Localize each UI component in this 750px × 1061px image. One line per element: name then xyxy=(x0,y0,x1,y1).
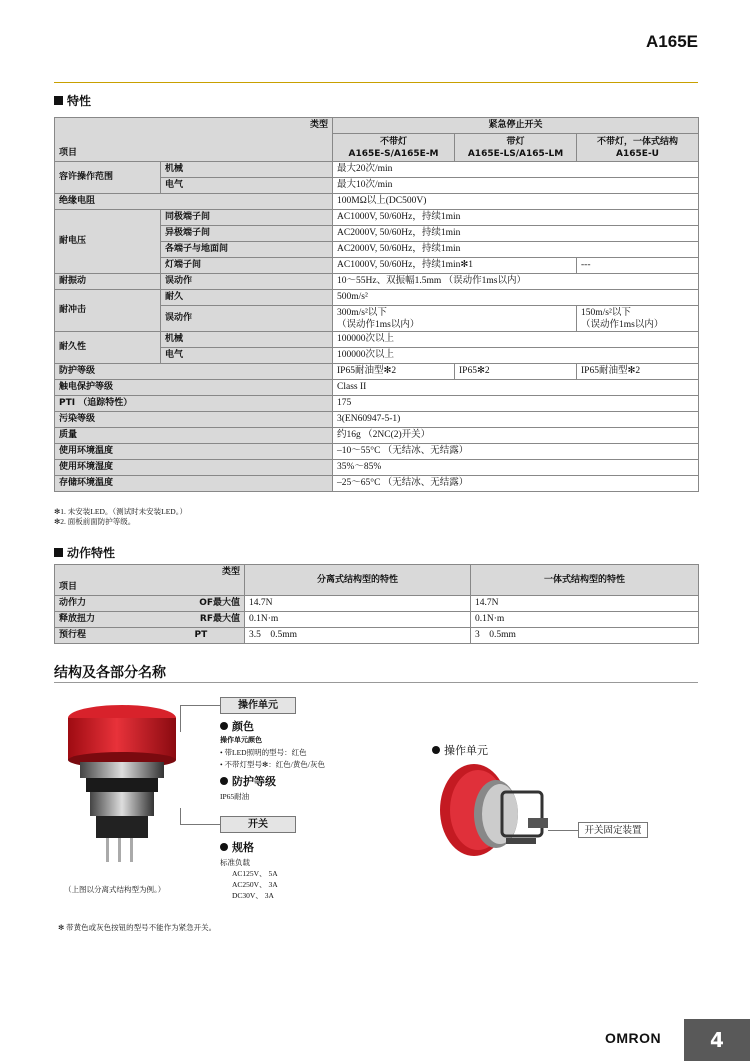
structure-footnote: ✻ 带黄色或灰色按钮的型号不能作为紧急开关。 xyxy=(58,923,217,932)
model-number: A165E xyxy=(646,32,698,51)
omron-logo: OMRON xyxy=(605,1030,662,1046)
spec-heading: 规格 xyxy=(220,839,254,855)
op-unit-label: 操作单元 xyxy=(220,697,296,714)
callout-line xyxy=(548,830,578,831)
op-unit-illustration xyxy=(432,758,562,868)
callout-line xyxy=(180,808,181,825)
row-life: 耐久性 xyxy=(55,332,161,364)
switch-illustration xyxy=(60,700,195,865)
row-vibration: 耐振动 xyxy=(55,274,161,290)
structure-title: 结构及各部分名称 xyxy=(54,665,166,681)
callout-line xyxy=(180,824,220,825)
specs-title: 特性 xyxy=(54,92,91,109)
structure-rule xyxy=(54,682,698,683)
col-a165e-ls: 带灯 A165E-LS/A165-LM xyxy=(455,134,577,162)
fixing-label: 开关固定装置 xyxy=(578,822,648,838)
square-bullet-icon xyxy=(54,96,63,105)
specs-notes: ✻1. 未安装LED。（测试时未安装LED。） ✻2. 面板前面防护等级。 xyxy=(54,507,187,526)
right-op-unit-heading: 操作单元 xyxy=(432,742,488,758)
row-protection: 防护等级 xyxy=(55,364,333,380)
bullet-dot-icon xyxy=(220,843,228,851)
row-withstand: 耐电压 xyxy=(55,210,161,274)
op-table: 类型 分离式结构型的特性 一体式结构型的特性 项目 动作力 OF最大值 14.7N 14.7N 释放扭力 RF最大值 0.1N·m 0.1N·m 预行程 PT 3.5 0.5mm 3 0.5mm xyxy=(54,564,699,644)
item-header: 项目 xyxy=(55,134,333,162)
protection-heading: 防护等级 xyxy=(220,773,276,789)
switch-label: 开关 xyxy=(220,816,296,833)
color-heading: 颜色 xyxy=(220,718,254,734)
illustration-caption: （上图以分离式结构型为例。） xyxy=(64,885,166,894)
specs-table: 类型 紧急停止开关 项目 不带灯 A165E-S/A165E-M 带灯 A165E-LS/A165-LM 不带灯，一体式结构 A165E-U 容许操作范围 机械 最大20次/min 电气 最大10次/min 绝缘电阻 100MΩ以上(DC500V) 耐电压 同极端子间 AC1000V, 50/60Hz，持续1min 异极端子间 AC2000V, 50/60Hz，持续1min 各端子与地面间 AC2000V, 50/60Hz，持续1min 灯端子间 AC1000V, 50/60Hz，持续1min✻1 --- 耐振动 误动作 10～55Hz、双振幅1.5mm （误动作1ms以内） 耐冲击 耐久 500m/s² 误动作 300m/s²以下 （误动作1ms以内） 150m/s²以下 （误动作1ms以内） 耐久性 机械 100000次以上 电气 100000次以上 防护等级 IP65耐油型✻2 IP65✻2 IP65耐油型✻2 触电保护等级 Class II PTI （追踪特性） 175 污染等级 3(EN60947-5-1) 质量 约16g （2NC(2)开关） 使用环境温度 –10～55°C （无结冰、无结露） 使用环境湿度 35%～85% 存储环境温度 –25～65°C （无结冰、无结露） xyxy=(54,117,699,492)
group-header: 紧急停止开关 xyxy=(333,118,699,134)
header-rule xyxy=(54,82,698,83)
bullet-dot-icon xyxy=(432,746,440,754)
row-shock: 耐冲击 xyxy=(55,290,161,332)
col-a165e-s: 不带灯 A165E-S/A165E-M xyxy=(333,134,455,162)
callout-line xyxy=(180,706,181,732)
bullet-dot-icon xyxy=(220,722,228,730)
callout-line xyxy=(180,705,220,706)
square-bullet-icon xyxy=(54,548,63,557)
row-insulation: 绝缘电阻 xyxy=(55,194,333,210)
row-op-range: 容许操作范围 xyxy=(55,162,161,194)
col-a165e-u: 不带灯，一体式结构 A165E-U xyxy=(577,134,699,162)
bullet-dot-icon xyxy=(220,777,228,785)
op-title: 动作特性 xyxy=(54,544,115,561)
type-header: 类型 xyxy=(55,118,333,134)
page-number: 4 xyxy=(684,1019,750,1061)
